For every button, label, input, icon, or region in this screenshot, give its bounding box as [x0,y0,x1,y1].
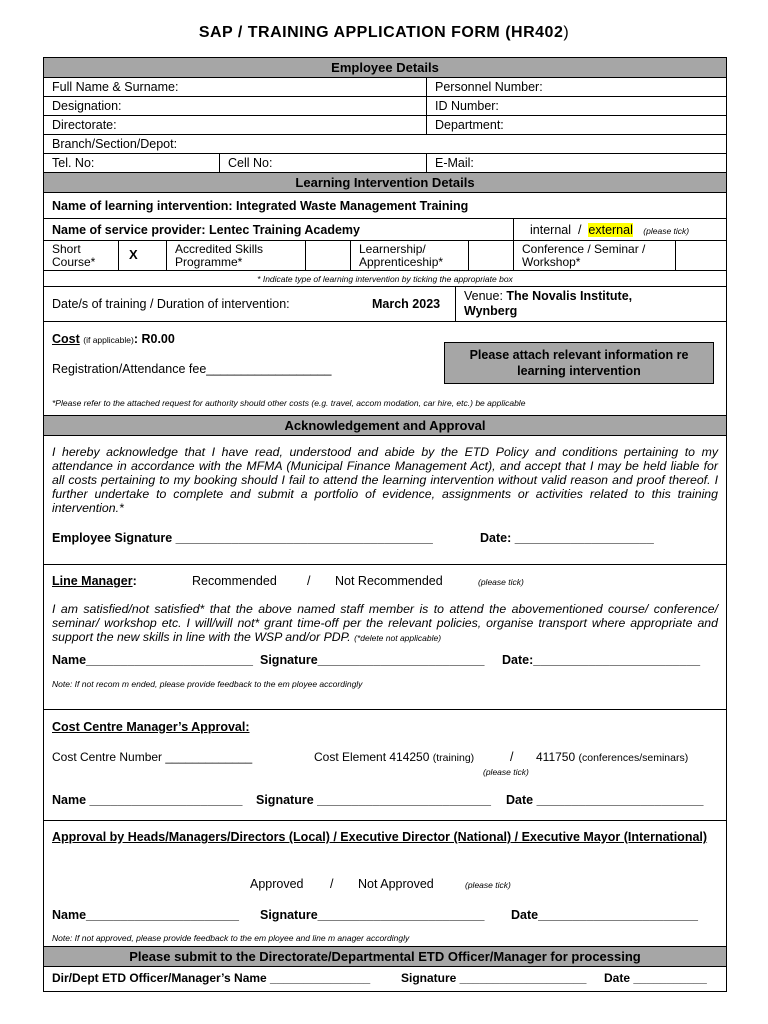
line-manager-date-field[interactable]: Date:________________________ [502,653,701,667]
dates-label: Date/s of training / Duration of intervention: [52,297,290,311]
line-manager-name-field[interactable]: Name________________________ [52,653,253,667]
department-field[interactable]: Department: [435,118,504,132]
heads-approval-label: Approval by Heads/Managers/Directors (Local) / Executive Director (National) / Executive Mayor (International) [52,830,708,844]
employee-signature-field[interactable]: Employee Signature _____________________________________ [52,531,433,545]
approved-please-tick: (please tick) [465,880,511,890]
acknowledgement-text: I hereby acknowledge that I have read, understood and abide by the ETD Policy and conditions pertaining to my attendance in accordance with the MFMA (Municipal Finance Management Act), and accept that I may be held liable for all costs pertaining to my booking should I fail to attend the learning intervention without valid reason and proof thereof. I further undertake to complete and submit a portfolio of evidence, assignments or activities related to this training intervention.* [52,445,718,515]
approved-option[interactable]: Approved [250,877,304,891]
heads-approval-section [44,821,726,947]
heads-signature-field[interactable]: Signature________________________ [260,908,485,922]
etd-officer-date-field[interactable]: Date ___________ [604,971,707,985]
attach-information-note: Please attach relevant information re learning intervention [444,342,714,384]
employee-details-header: Employee Details [44,58,726,78]
line-manager-section [44,565,726,710]
cost-if-applicable: (if applicable) [83,335,134,345]
line-manager-signature-field[interactable]: Signature________________________ [260,653,485,667]
external-option[interactable]: external [588,223,633,237]
cost-element-separator: / [510,750,514,764]
learnership-label: Learnership/ Apprenticeship* [351,241,469,270]
form-title: SAP / TRAINING APPLICATION FORM (HR402) [198,24,570,41]
cost-element-411750-line: 411750 (conferences/seminars) [536,750,689,764]
venue-value-line1: The Novalis Institute, [506,289,633,303]
venue-value-line2: Wynberg [464,304,518,318]
cost-centre-number-field[interactable]: Cost Centre Number _____________ [52,750,253,764]
dates-value: March 2023 [372,297,441,311]
etd-officer-name-field[interactable]: Dir/Dept ETD Officer/Manager’s Name _______________ [52,971,371,985]
line-manager-text: I am satisfied/not satisfied* that the above named staff member is to attend the abovementioned course/ conference/ seminar/ workshop etc. I will/will not* grant time-off per the relevant policies, organise transport where appropriate and support the new skills in line with the WSP and/or PDP. (*delete not applicable) [52,602,718,644]
id-number-field[interactable]: ID Number: [435,99,499,113]
acknowledgement-header: Acknowledgement and Approval [44,416,726,436]
registration-fee-field[interactable]: Registration/Attendance fee__________________ [52,362,332,376]
employee-row-contact [44,154,726,173]
employee-row-name [44,78,726,97]
accredited-skills-tick[interactable] [306,241,351,270]
service-provider-field[interactable]: Name of service provider: Lentec Training Academy [44,219,514,240]
branch-field[interactable]: Branch/Section/Depot: [52,137,178,151]
type-note: * Indicate type of learning intervention by ticking the appropriate box [44,271,726,287]
conference-tick[interactable] [676,241,726,270]
cost-element-411750[interactable]: 411750 [536,750,576,764]
accredited-skills-label: Accredited Skills Programme* [167,241,306,270]
cost-value[interactable]: : R0.00 [133,332,175,346]
application-form [43,57,727,992]
heads-note: Note: If not approved, please provide feedback to the em ployee and line m anager accordingly [52,933,410,943]
dates-venue-row [44,287,726,322]
employee-row-designation [44,97,726,116]
short-course-tick[interactable]: X [119,241,167,270]
not-recommended-option[interactable]: Not Recommended [335,574,443,588]
cost-line [52,332,175,346]
cost-label: Cost [52,332,80,346]
employee-date-field[interactable]: Date: ____________________ [480,531,654,545]
submit-row [44,967,726,991]
conference-label: Conference / Seminar / Workshop* [514,241,676,270]
line-manager-note: Note: If not recom m ended, please provide feedback to the em ployee accordingly [52,679,363,689]
heads-date-field[interactable]: Date_______________________ [511,908,698,922]
cost-element-line: Cost Element 414250 (training) [314,750,475,764]
recommended-option[interactable]: Recommended [192,574,277,588]
internal-option[interactable]: internal [530,223,571,237]
recommend-please-tick: (please tick) [478,577,524,587]
cost-centre-label: Cost Centre Manager’s Approval: [52,720,250,734]
short-course-label: Short Course* [44,241,119,270]
provider-row [44,219,726,241]
email-field[interactable]: E-Mail: [435,156,474,170]
acknowledgement-section [44,436,726,565]
intervention-name-field[interactable]: Name of learning intervention: Integrated Waste Management Training [44,193,726,219]
employee-row-directorate [44,116,726,135]
designation-field[interactable]: Designation: [44,97,427,115]
other-costs-note: *Please refer to the attached request for authority should other costs (e.g. travel, accom modation, car hire, etc.) be applicable [52,398,526,408]
tel-field[interactable]: Tel. No: [44,154,220,172]
cell-field[interactable]: Cell No: [220,154,427,172]
employee-row-branch [44,135,726,154]
approved-separator: / [330,877,334,891]
venue-label: Venue: [464,289,507,303]
line-manager-line: Line Manager: [52,574,137,588]
cost-element-414250[interactable]: Cost Element 414250 [314,750,430,764]
recommend-separator: / [307,574,311,588]
directorate-field[interactable]: Directorate: [44,116,427,134]
delete-not-applicable-note: (*delete not applicable) [354,633,442,643]
cost-element-please-tick: (please tick) [483,767,529,777]
please-tick-note: (please tick) [643,226,690,236]
venue-field[interactable] [456,287,726,321]
line-manager-label: Line Manager [52,574,133,588]
etd-officer-signature-field[interactable]: Signature ___________________ [401,971,587,985]
learnership-tick[interactable] [469,241,514,270]
cost-centre-section [44,710,726,821]
internal-external-field[interactable] [514,219,726,240]
not-approved-option[interactable]: Not Approved [358,877,434,891]
learning-details-header: Learning Intervention Details [44,173,726,193]
cost-centre-signature-field[interactable]: Signature _________________________ [256,793,491,807]
personnel-number-field[interactable]: Personnel Number: [435,80,543,94]
intervention-type-row [44,241,726,271]
cost-centre-name-field[interactable]: Name ______________________ [52,793,243,807]
cost-centre-date-field[interactable]: Date ________________________ [506,793,704,807]
submit-header: Please submit to the Directorate/Departmental ETD Officer/Manager for processing [44,947,726,967]
heads-name-field[interactable]: Name______________________ [52,908,239,922]
dates-field[interactable] [44,287,456,321]
cost-section [44,322,726,416]
full-name-field[interactable]: Full Name & Surname: [44,78,427,96]
option-separator: / [577,223,582,237]
